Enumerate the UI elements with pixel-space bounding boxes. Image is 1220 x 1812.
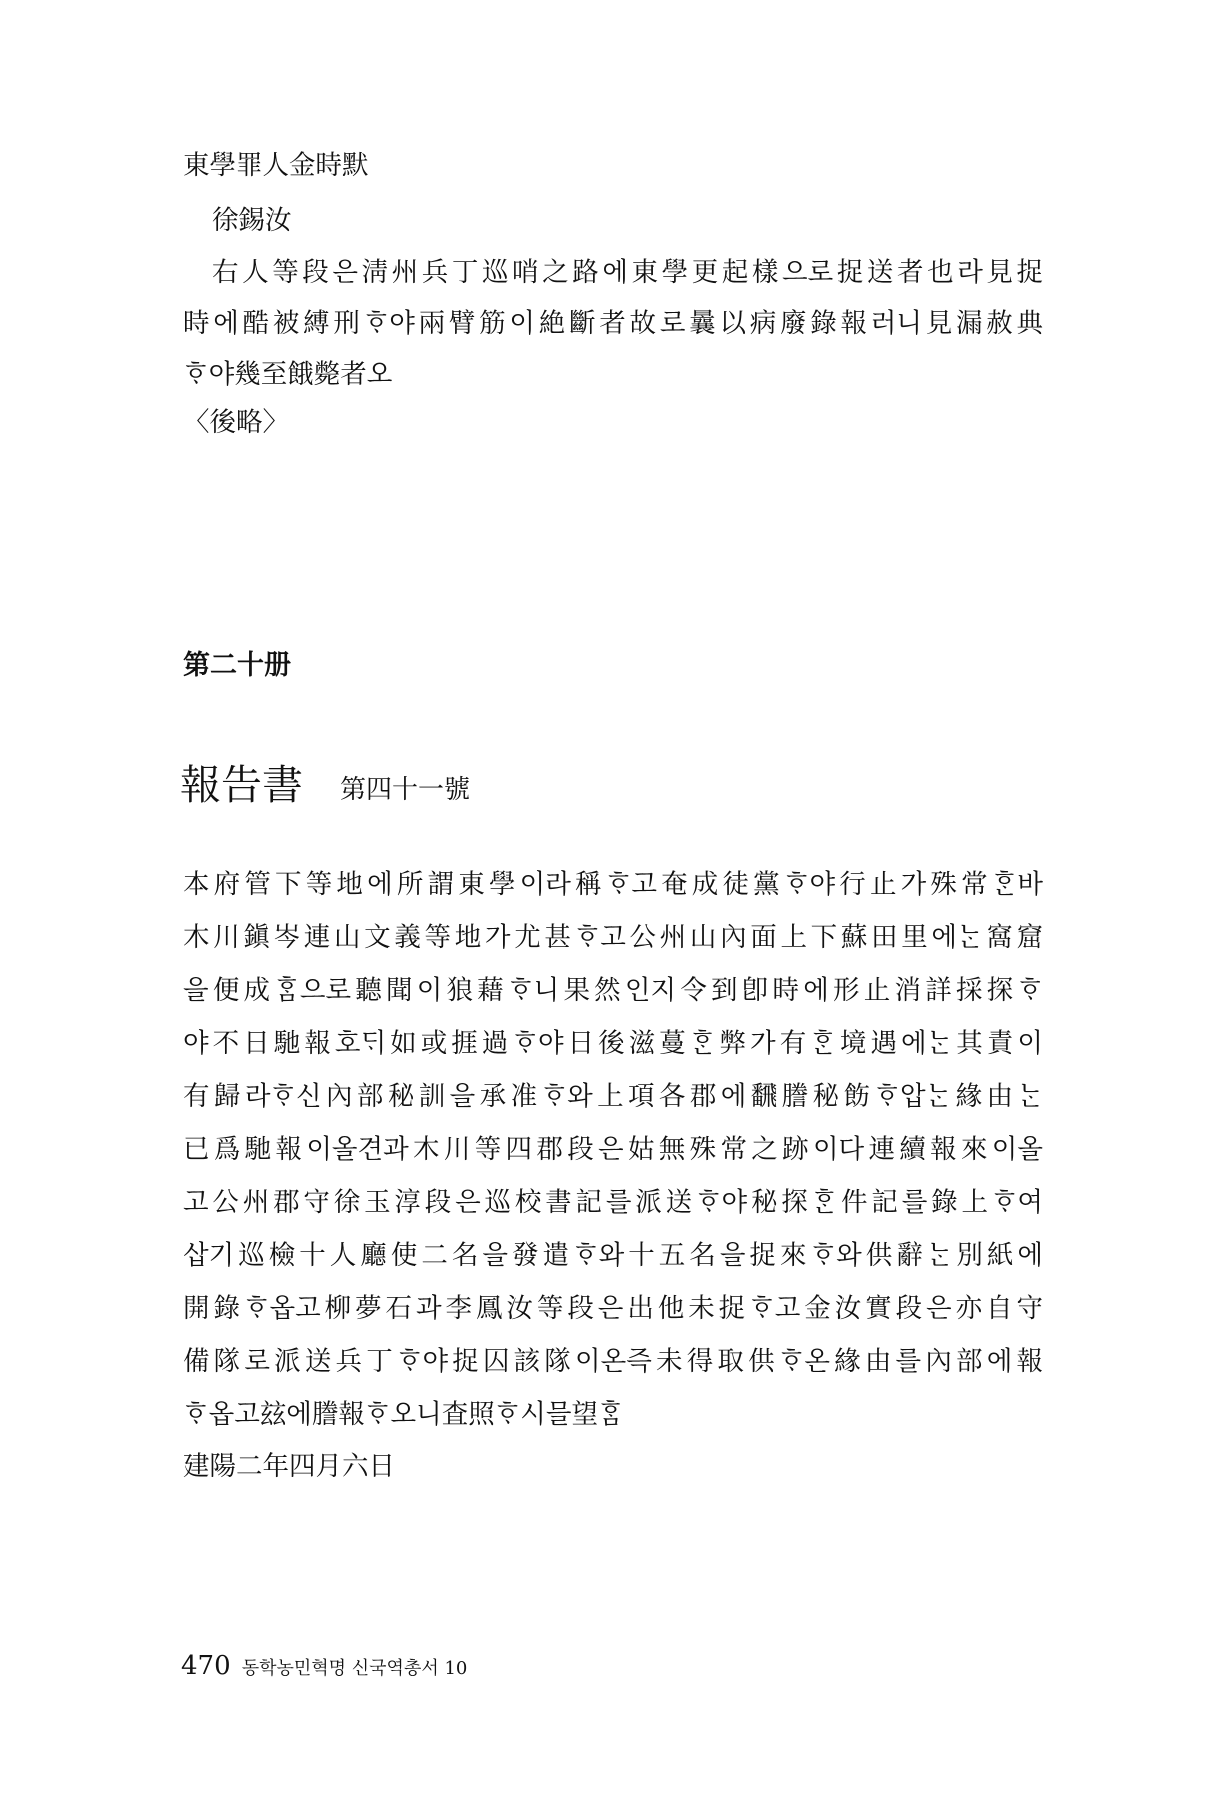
criminal-name: 徐錫汝 [212, 205, 292, 236]
report-date: 建陽二年四月六日 [183, 1451, 395, 1482]
report-line: 備隊로派送兵丁ᄒᆞ야捉囚該隊이온즉未得取供ᄒᆞ온緣由를內部에報 [183, 1346, 1043, 1377]
report-line: 을便成ᄒᆞᆷ으로聽聞이狼藉ᄒᆞ니果然인지令到卽時에形止消詳採探ᄒᆞ [183, 975, 1043, 1006]
report-line: 有歸라ᄒᆞ신內部秘訓을承准ᄒᆞ와上項各郡에飜謄秘飭ᄒᆞ압ᄂᆞᆫ緣由ᄂᆞᆫ [183, 1081, 1043, 1112]
report-line: 本府管下等地에所謂東學이라稱ᄒᆞ고奄成徒黨ᄒᆞ야行止가殊常ᄒᆞᆫ바 [183, 869, 1043, 900]
page-footer [181, 1650, 467, 1685]
report-line: ᄒᆞ옵고玆에謄報ᄒᆞ오니査照ᄒᆞ시믈望ᄒᆞᆷ [183, 1399, 624, 1430]
paragraph-line: 右人等段은淸州兵丁巡哨之路에東學更起樣으로捉送者也라見捉 [212, 257, 1043, 288]
report-line: 고公州郡守徐玉淳段은巡校書記를派送ᄒᆞ야秘探ᄒᆞᆫ件記를錄上ᄒᆞ여 [183, 1187, 1043, 1218]
report-line: 야不日馳報호ᄃᆡ如或捱過ᄒᆞ야日後滋蔓ᄒᆞᆫ弊가有ᄒᆞᆫ境遇에ᄂᆞᆫ其責이 [183, 1028, 1043, 1059]
report-line: 삽기巡檢十人廳使二名을發遣ᄒᆞ와十五名을捉來ᄒᆞ와供辭ᄂᆞᆫ別紙에 [183, 1240, 1043, 1271]
paragraph-line: 時에酷被縛刑ᄒᆞ야兩臂筋이絶斷者故로曩以病廢錄報러니見漏赦典 [183, 308, 1043, 339]
report-line: 開錄ᄒᆞ옵고柳夢石과李鳳汝等段은出他未捉ᄒᆞ고金汝實段은亦自守 [183, 1293, 1043, 1324]
report-number: 第四十一號 [340, 775, 471, 805]
book-title: 동학농민혁명 신국역총서 10 [241, 1658, 468, 1679]
paragraph-line: ᄒᆞ야幾至餓斃者오 [183, 359, 393, 390]
criminal-heading: 東學罪人金時默 [183, 150, 369, 181]
page-number: 470 [181, 1651, 231, 1681]
report-line: 木川鎭岑連山文義等地가尤甚ᄒᆞ고公州山內面上下蘇田里에ᄂᆞᆫ窩窟 [183, 922, 1043, 953]
report-line: 已爲馳報이올견과木川等四郡段은姑無殊常之跡이다連續報來이올 [183, 1134, 1043, 1165]
volume-heading: 第二十册 [183, 650, 291, 681]
omission-note: 〈後略〉 [183, 407, 289, 438]
report-title: 報告書 [180, 761, 303, 809]
